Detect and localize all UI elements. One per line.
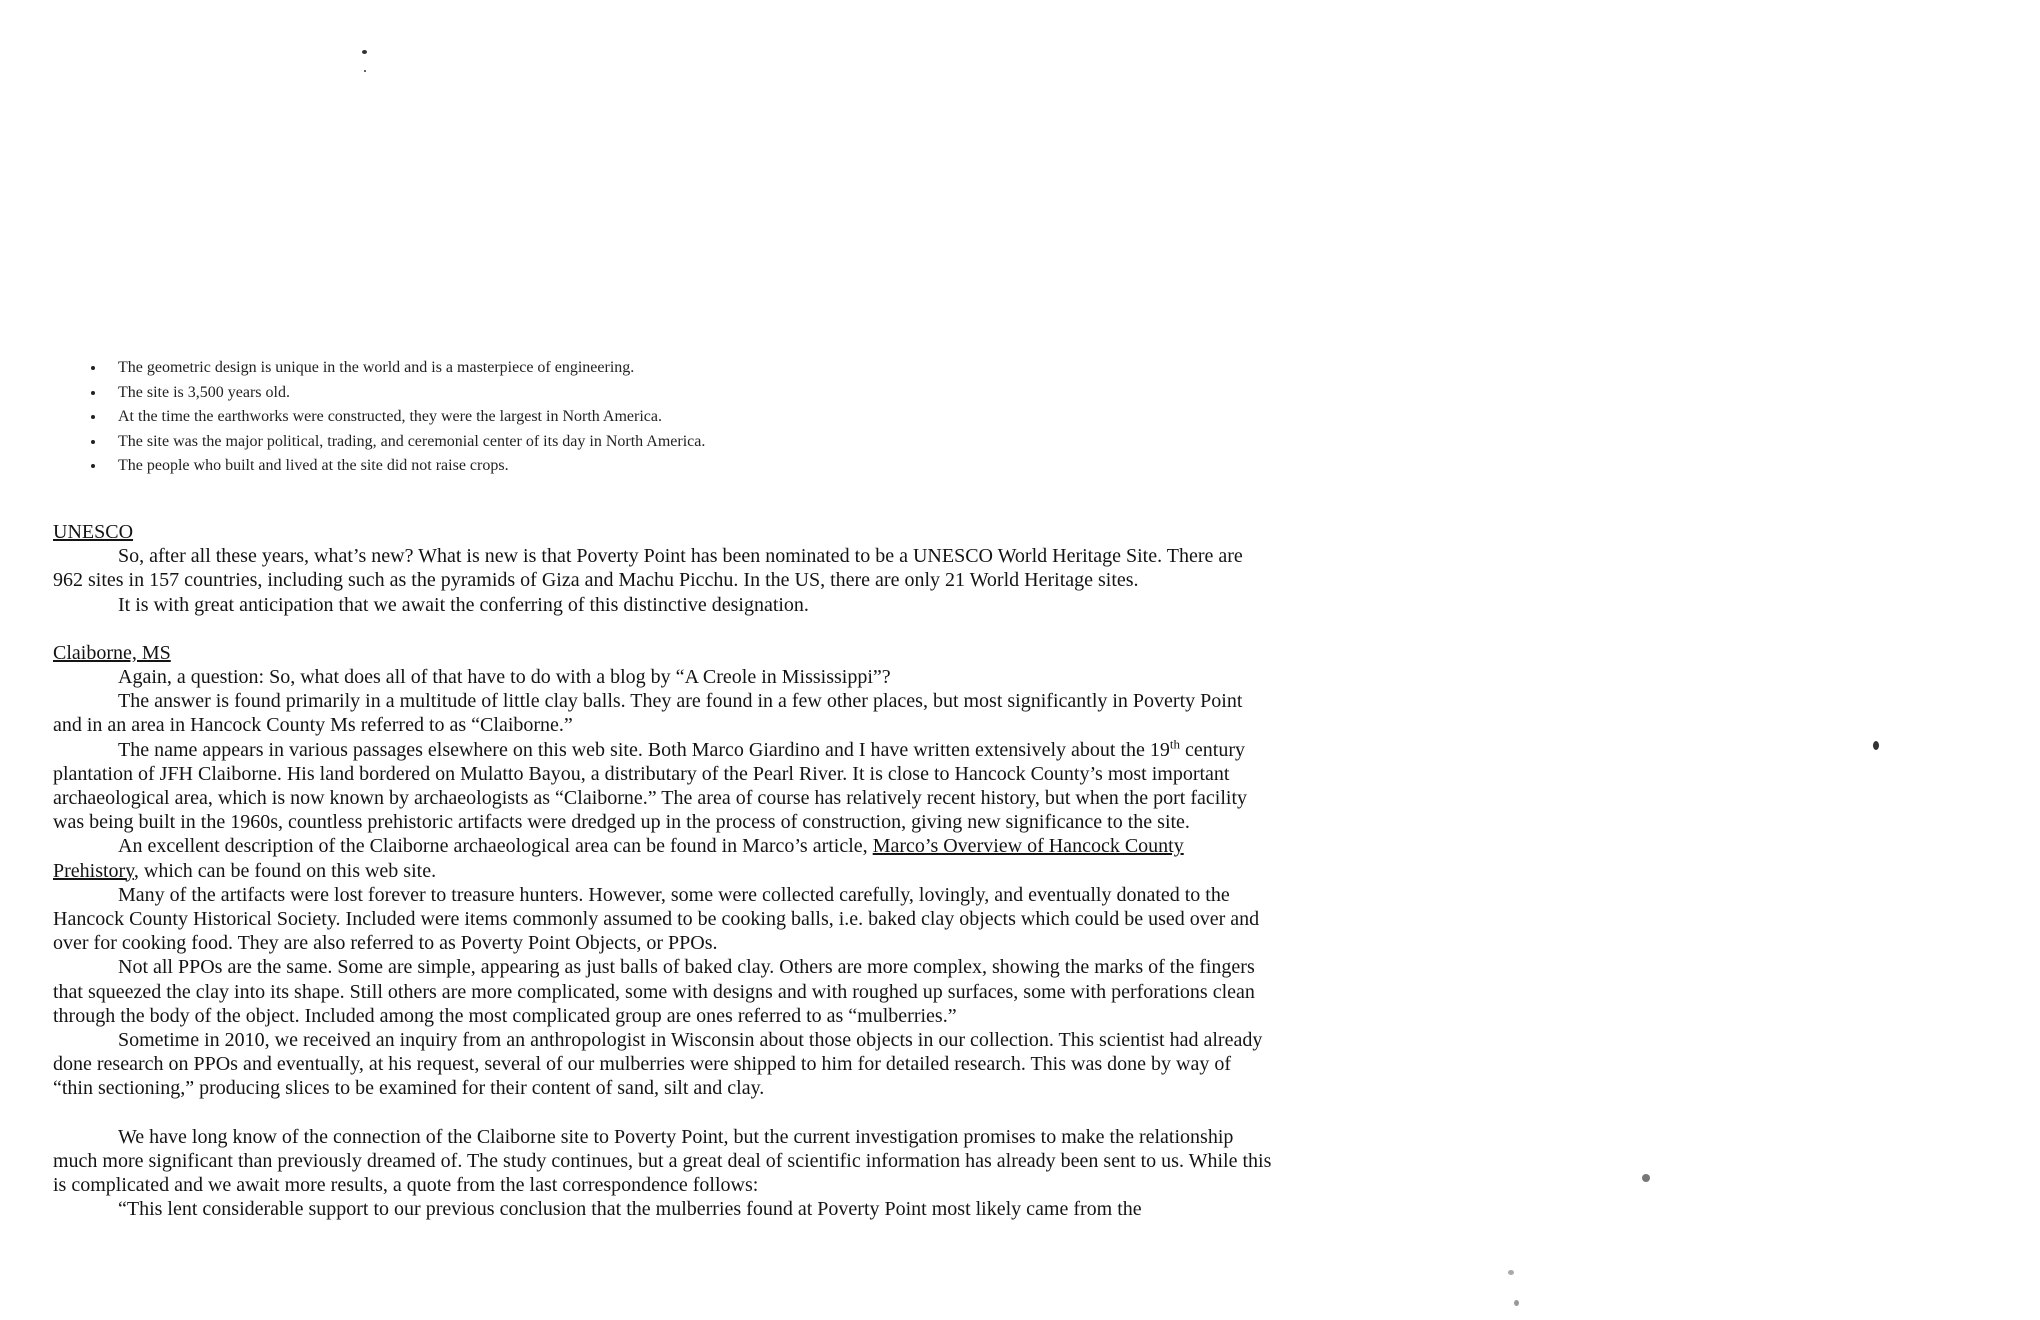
paragraph: Again, a question: So, what does all of that have to do with a blog by “A Creole in Mississippi”?	[118, 666, 891, 689]
paragraph	[53, 735, 1273, 835]
paragraph: We have long know of the connection of the Claiborne site to Poverty Point, but the current investigation promises to make the relationship much more significant than previously dreamed of. The study continues, but a great deal of scientific information has already been sent to us. While this is complicated and we await more results, a quote from the last correspondence follows:	[53, 1125, 1272, 1197]
quote-paragraph: “This lent considerable support to our previous conclusion that the mulberries found at Poverty Point most likely came from the	[118, 1198, 1142, 1221]
list-item: • The people who built and lived at the site did not raise crops.	[106, 454, 1006, 479]
paragraph: Many of the artifacts were lost forever to treasure hunters. However, some were collected carefully, lovingly, and eventually donated to the Hancock County Historical Society. Included were items commonly assumed to be cooking balls, i.e. baked clay objects which could be used over and over for cooking food. They are also referred to as Poverty Point Objects, or PPOs.	[53, 883, 1260, 955]
list-item: • The site is 3,500 years old.	[106, 381, 1006, 406]
superscript: th	[1169, 735, 1181, 751]
scan-speck	[364, 70, 366, 72]
section-heading-unesco: UNESCO	[53, 521, 134, 543]
paragraph: The answer is found primarily in a multitude of little clay balls. They are found in a few other places, but most significantly in Poverty Point and in an area in Hancock County Ms referred to as “Claiborne.”	[53, 690, 1243, 737]
list-item: • The site was the major political, trading, and ceremonial center of its day in North America.	[106, 430, 1006, 455]
key-facts-list	[86, 356, 1006, 479]
scan-speck	[1642, 1174, 1650, 1182]
scan-speck	[1873, 741, 1879, 750]
scan-speck	[1508, 1270, 1514, 1275]
paragraph: So, after all these years, what’s new? What is new is that Poverty Point has been nominated to be a UNESCO World Heritage Site. There are 962 sites in 157 countries, including such as the pyramids of Giza and Machu Picchu. In the US, there are only 21 World Heritage sites.	[53, 545, 1243, 592]
scan-speck	[1514, 1300, 1519, 1306]
article-link[interactable]: Marco’s Overview of Hancock County Prehistory	[53, 835, 1184, 882]
paragraph: It is with great anticipation that we await the conferring of this distinctive designation.	[118, 593, 809, 616]
list-item: • The geometric design is unique in the world and is a masterpiece of engineering.	[106, 356, 1006, 381]
list-item: • At the time the earthworks were constructed, they were the largest in North America.	[106, 405, 1006, 430]
paragraph-text: , which can be found on this web site.	[133, 859, 437, 882]
paragraph: Sometime in 2010, we received an inquiry from an anthropologist in Wisconsin about those objects in our collection. This scientist had already done research on PPOs and eventually, at his request, several of our mulberries were shipped to him for detailed research. This was done by way of “thin sectioning,” producing slices to be examined for their content of sand, silt and clay.	[53, 1029, 1263, 1100]
section-heading-claiborne: Claiborne, MS	[53, 641, 171, 664]
paragraph-text: An excellent description of the Claiborne archaeological area can be found in Marco’s article,	[118, 835, 873, 858]
scan-speck	[362, 50, 367, 54]
article-body	[53, 520, 1273, 1221]
paragraph: Not all PPOs are the same. Some are simple, appearing as just balls of baked clay. Others are more complex, showing the marks of the fingers that squeezed the clay into its shape. Still others are more complicated, some with designs and with roughed up surfaces, some with perforations clean through the body of the object. Included among the most complicated group are ones referred to as “mulberries.”	[53, 956, 1255, 1027]
paragraph-text: The name appears in various passages elsewhere on this web site. Both Marco Giardino and I have written extensively about the 19	[118, 738, 1170, 761]
paragraph-text: century plantation of JFH Claiborne. His land bordered on Mulatto Bayou, a distributary of the Pearl River. It is close to Hancock County’s most important archaeological area, which is now known by archaeologists as “Claiborne.” The area of course has relatively recent history, but when the port facility was being built in the 1960s, countless prehistoric artifacts were dredged up in the process of construction, giving new significance to the site.	[53, 738, 1248, 834]
paragraph	[53, 834, 1273, 882]
